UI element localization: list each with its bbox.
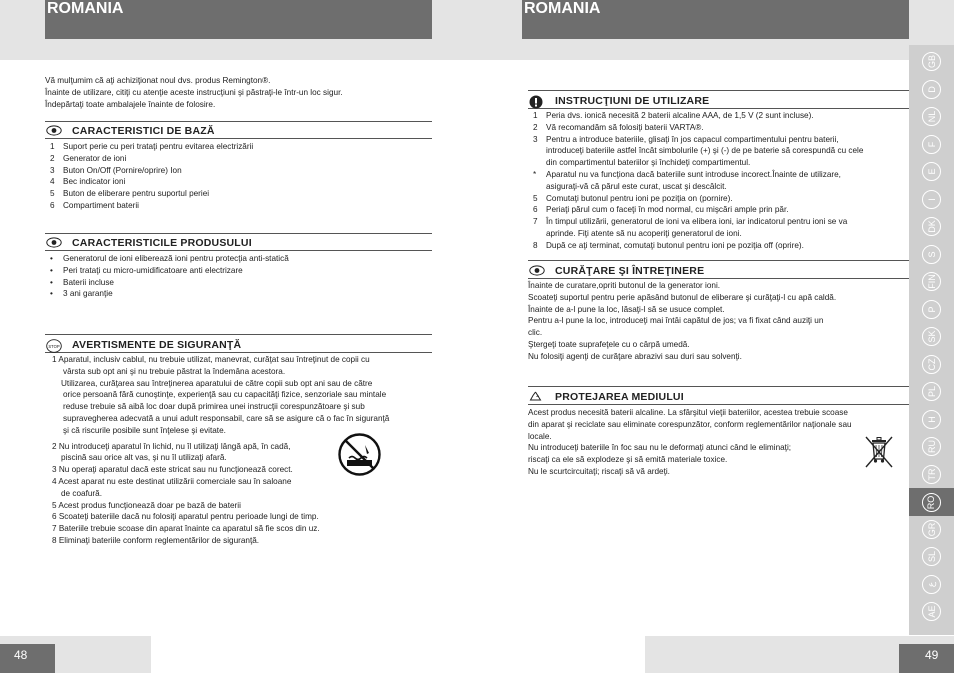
intro-line: Vă mulţumim că aţi achiziţionat noul dvs. produs Remington®.	[45, 76, 271, 85]
tab-nl[interactable]: NL	[922, 107, 941, 126]
section-divider	[528, 386, 909, 387]
section-divider	[45, 233, 432, 234]
language-tabs	[909, 45, 954, 635]
cleaning-line: Ştergeţi toate suprafeţele cu o cârpă umedă.	[528, 340, 690, 349]
info-icon	[529, 95, 543, 109]
cleaning-line: clic.	[528, 328, 543, 338]
list-item: introduceţi bateriile astfel încât simbolurile (+) şi (-) de pe baterie să corespundă cu cele	[546, 146, 864, 156]
list-item: din compartimentul bateriilor şi închideţi compartimentul.	[546, 158, 751, 168]
safety-line: 4 Acest aparat nu este destinat utilizării comerciale sau în saloane	[52, 477, 292, 486]
tab-d[interactable]: D	[922, 80, 941, 99]
eye-icon	[46, 125, 62, 136]
tab-dk[interactable]: DK	[922, 217, 941, 236]
section-divider	[45, 334, 432, 335]
bullet-icon: •	[50, 289, 53, 299]
tab-ro[interactable]	[909, 488, 954, 516]
list-item: Peri trataţi cu micro-umidificatoare anti electrizare	[63, 265, 243, 275]
list-item-number: 5	[50, 189, 55, 199]
list-item-number: 5	[533, 193, 538, 203]
safety-line: Utilizarea, curăţarea sau întreţinerea aparatului de către copii sub opt ani sau de către	[61, 378, 373, 388]
section-title: CURĂŢARE ŞI ÎNTREŢINERE	[555, 265, 705, 277]
intro-line: Înainte de utilizare, citiţi cu atenţie aceste instrucţiuni şi păstraţi-le într-un loc sigur.	[45, 88, 343, 97]
eye-icon	[529, 265, 545, 276]
tab-gr[interactable]: GR	[922, 520, 941, 539]
list-item: Buton On/Off (Pornire/oprire) Ion	[63, 165, 182, 175]
stop-icon-label: STOP	[48, 343, 60, 349]
eye-icon	[46, 237, 62, 248]
tab-cz[interactable]: CZ	[922, 355, 941, 374]
list-item-number: 1	[533, 111, 538, 120]
safety-line: vârsta sub opt ani şi nu trebuie păstrat la îndemâna acestora.	[63, 366, 286, 376]
tab-ru[interactable]: RU	[922, 437, 941, 456]
list-item-number: 2	[50, 153, 55, 163]
list-item: Baterii incluse	[63, 277, 114, 287]
page-title-left: ROMANIA	[45, 0, 432, 39]
section-divider	[528, 260, 909, 261]
recycle-icon	[529, 391, 542, 404]
list-item: Generator de ioni	[63, 153, 127, 163]
safety-line: 3 Nu operaţi aparatul dacă este stricat sau nu funcţionează corect.	[52, 465, 293, 475]
section-divider	[528, 90, 909, 91]
section-title: CARACTERISTICILE PRODUSULUI	[72, 237, 252, 249]
environment-line: din aparat şi reciclate sau eliminate corespunzător, conform reglementărilor naţionale sau	[528, 419, 852, 429]
section-divider	[45, 121, 432, 122]
list-item: 3 ani garanţie	[63, 289, 113, 299]
safety-line: 1 Aparatul, inclusiv cablul, nu trebuie utilizat, manevrat, curăţat sau întreţinut de copii cu	[52, 355, 370, 364]
environment-line: Nu introduceţi bateriile în foc sau nu le deformaţi atunci când le eliminaţi;	[528, 443, 792, 453]
list-item: După ce aţi terminat, comutaţi butonul pentru ioni pe poziţia off (oprire).	[546, 240, 804, 250]
environment-line: Acest produs necesită baterii alcaline. La sfârşitul vieţii bateriilor, acestea trebuie scoase	[528, 408, 848, 417]
tab-s[interactable]: S	[922, 245, 941, 264]
list-item-number: 7	[533, 217, 538, 227]
safety-line: 8 Eliminaţi bateriile conform reglementărilor de siguranţă.	[52, 536, 260, 545]
list-item: Buton de eliberare pentru suportul periei	[63, 189, 210, 199]
safety-line: orice persoană fără cunoştinţe, experienţă sau cu capacităţi fizice, senzoriale sau mintale	[63, 390, 387, 400]
tab-label: RO	[922, 493, 941, 512]
safety-line: şi că riscurile posibile sunt înţelese şi evitate.	[63, 425, 226, 435]
cleaning-line: Pentru a-l pune la loc, introduceţi mai întâi capătul de jos; va fi fixat când auziţi un	[528, 316, 824, 326]
list-item: Vă recomandăm să folosiţi baterii VARTA®.	[546, 122, 704, 132]
section-title: INSTRUCŢIUNI DE UTILIZARE	[555, 95, 710, 107]
safety-line: 2 Nu introduceţi aparatul în lichid, nu îl utilizaţi lângă apă, în cadă,	[52, 441, 291, 451]
list-item: asiguraţi-vă că părul este curat, uscat şi descâlcit.	[546, 181, 727, 191]
section-instructions	[528, 94, 909, 109]
list-item-number: 3	[50, 165, 55, 175]
list-item: Compartiment baterii	[63, 201, 139, 210]
section-cleaning	[528, 264, 909, 279]
list-item: aprinde. Fiţi atente să nu acoperiţi generatorul de ioni.	[546, 229, 742, 238]
section-safety	[45, 338, 432, 353]
bullet-icon: •	[50, 254, 53, 263]
tab-i[interactable]: I	[922, 190, 941, 209]
safety-line: de coafură.	[61, 488, 102, 498]
tab-sl[interactable]: SL	[922, 547, 941, 566]
safety-line: piscină sau orice alt vas, şi nu îl utilizaţi afară.	[61, 453, 227, 463]
tab-f[interactable]: F	[922, 135, 941, 154]
tab-h[interactable]: H	[922, 410, 941, 429]
list-item: În timpul utilizării, generatorul de ioni va elibera ioni, iar indicatorul pentru ioni se va	[546, 217, 848, 227]
list-item: Peria dvs. ionică necesită 2 baterii alcaline AAA, de 1,5 V (2 sunt incluse).	[546, 111, 814, 120]
safety-line: supravegherea adecvată a unui adult responsabil, care să se asigure că o fac în siguranţă	[63, 414, 390, 423]
page-title-right: ROMANIA	[522, 0, 909, 39]
tab-fin[interactable]: FIN	[922, 272, 941, 291]
environment-line: Nu le scurtcircuitaţi; riscaţi să vă ardeţi.	[528, 467, 670, 476]
list-item-number: 2	[533, 122, 538, 132]
tab-tr[interactable]: TR	[922, 465, 941, 484]
section-features	[45, 124, 432, 139]
section-title: AVERTISMENTE DE SIGURANŢĂ	[72, 339, 242, 351]
cleaning-line: Înainte de a-l pune la loc, lăsaţi-l să se usuce complet.	[528, 304, 725, 314]
cleaning-line: Înainte de curatare,opriti butonul de la generator ioni.	[528, 281, 721, 290]
list-item: Comutaţi butonul pentru ioni pe poziţia on (pornire).	[546, 193, 733, 203]
list-item-number: *	[533, 170, 537, 179]
tab-gb[interactable]: GB	[922, 52, 941, 71]
list-item: Bec indicator ioni	[63, 177, 126, 187]
list-item-number: 6	[533, 205, 538, 215]
list-item-number: 6	[50, 201, 55, 210]
tab-pl[interactable]: PL	[922, 382, 941, 401]
page-number-right: 49	[899, 644, 954, 673]
tab-p[interactable]: P	[922, 300, 941, 319]
tab-ar[interactable]: ع	[922, 575, 941, 594]
environment-line: riscaţi ca ele să explodeze şi să emită materiale toxice.	[528, 455, 728, 465]
cleaning-line: Nu folosiţi agenţi de curăţare abrazivi sau duri sau solvenţi.	[528, 351, 742, 361]
bullet-icon: •	[50, 277, 53, 287]
list-item-number: 8	[533, 240, 538, 250]
list-item: Pentru a introduce bateriile, glisaţi în jos capacul compartimentului pentru baterii,	[546, 134, 839, 144]
list-item: Aparatul nu va funcţiona dacă bateriile sunt introduse incorect.Înainte de utilizare,	[546, 170, 841, 179]
section-title: CARACTERISTICI DE BAZĂ	[72, 125, 215, 137]
intro-line: Îndepărtaţi toate ambalajele înainte de folosire.	[45, 100, 216, 109]
crossed-bin-icon	[862, 434, 896, 472]
page-number-left: 48	[0, 644, 55, 673]
no-water-icon	[338, 433, 381, 476]
list-item: Suport perie cu peri trataţi pentru evitarea electrizării	[63, 142, 254, 151]
list-item-number: 4	[50, 177, 55, 187]
list-item: Generatorul de ioni eliberează ioni pentru protecţia anti-statică	[63, 254, 289, 263]
list-item-number: 1	[50, 142, 55, 151]
tab-e[interactable]: E	[922, 162, 941, 181]
list-item-number: 3	[533, 134, 538, 144]
tab-ae[interactable]: AE	[922, 602, 941, 621]
bullet-icon: •	[50, 265, 53, 275]
safety-line: 6 Scoateţi bateriile dacă nu folosiţi aparatul pentru perioade lungi de timp.	[52, 512, 319, 522]
section-product-features	[45, 236, 432, 251]
tab-sk[interactable]: SK	[922, 327, 941, 346]
safety-line: 5 Acest produs funcţionează doar pe bază de baterii	[52, 500, 241, 510]
safety-line: 7 Bateriile trebuie scoase din aparat înainte ca aparatul să fie scos din uz.	[52, 524, 320, 534]
safety-line: reduse trebuie să aibă loc doar după primirea unei instrucţii corespunzătoare şi sub	[63, 402, 365, 412]
stop-icon	[46, 339, 62, 353]
section-environment	[528, 390, 909, 405]
list-item: Periaţi părul cum o faceţi în mod normal, cu mişcări ample prin păr.	[546, 205, 789, 215]
environment-line: locale.	[528, 431, 552, 441]
section-title: PROTEJAREA MEDIULUI	[555, 391, 684, 403]
cleaning-line: Scoateţi suportul pentru perie apăsând butonul de eliberare şi curăţaţi-l cu apă caldă.	[528, 292, 837, 302]
